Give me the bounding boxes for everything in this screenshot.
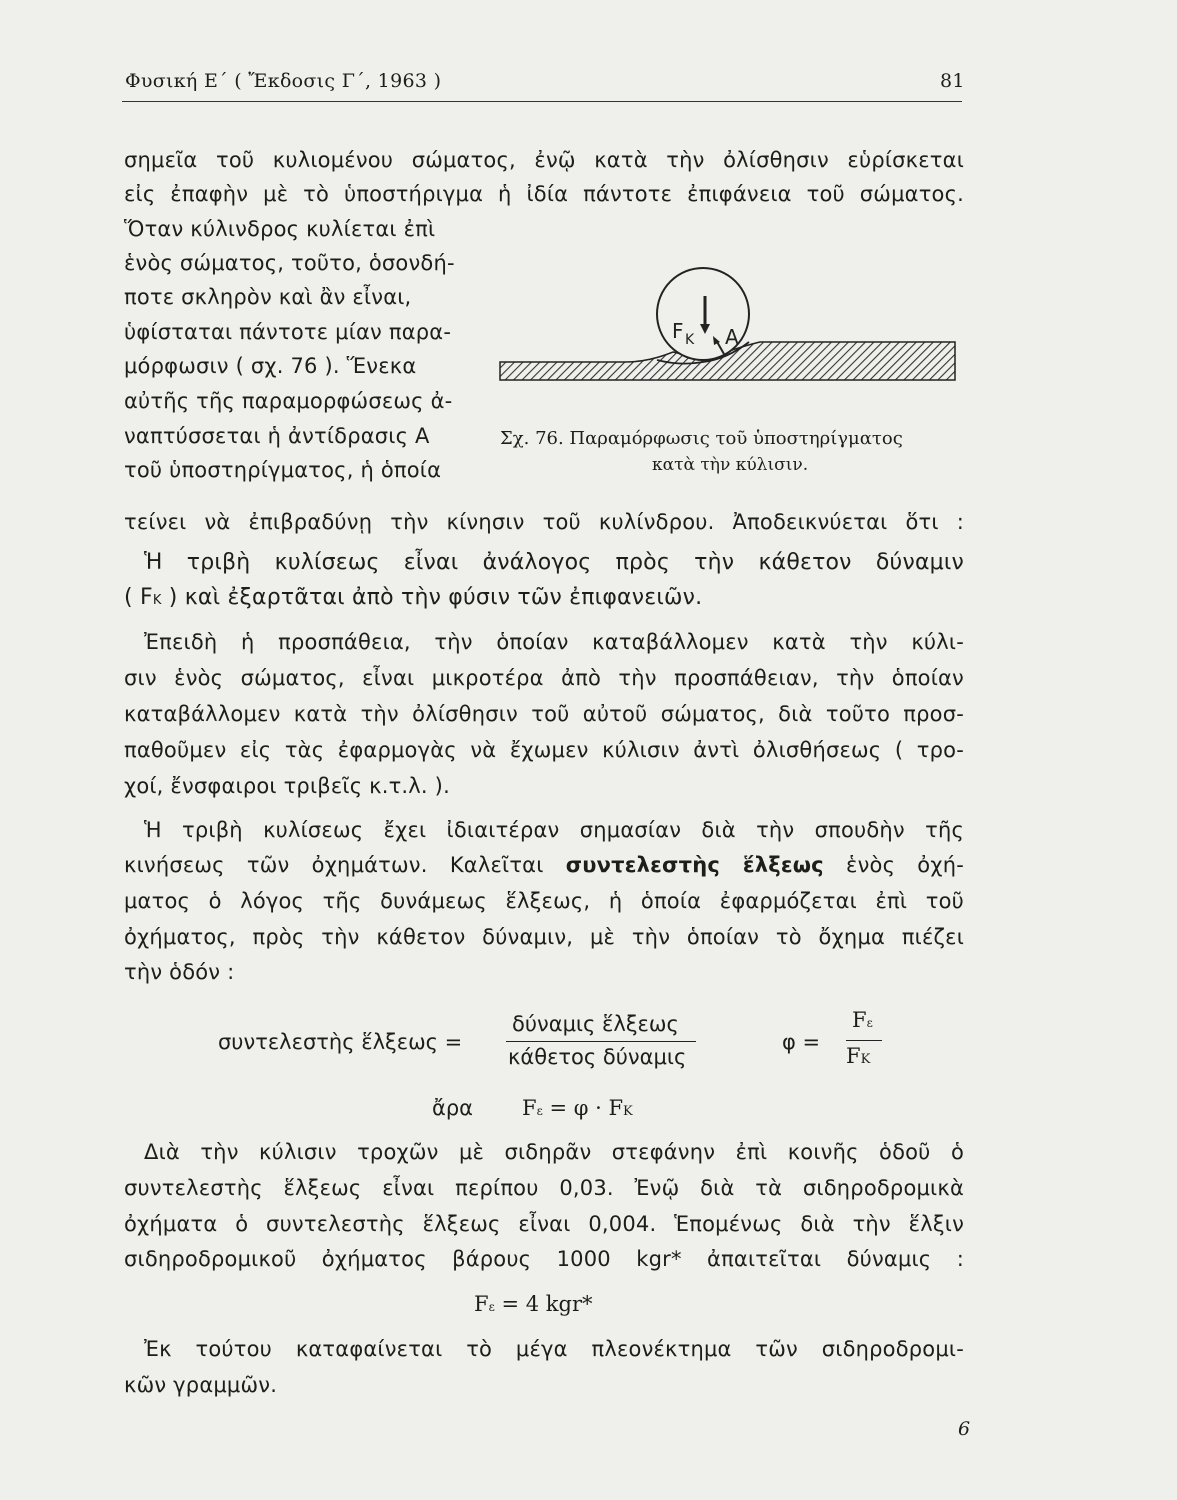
phi-numerator: Fε [852,1008,873,1032]
text-line: ἑνὸς σώματος, τοῦτο, ὁσονδή- [124,251,455,275]
text-line-with-term: κινήσεως τῶν ὀχημάτων. Καλεῖται συντελεστὴς ἕλξεως ἑνὸς ὀχή- [124,853,964,877]
text-line: ὑφίσταται πάντοτε μίαν παρα- [124,320,452,344]
header-rule [122,101,962,102]
page-number: 81 [940,70,965,92]
fraction-bar [506,1041,696,1042]
text-line: ποτε σκληρὸν καὶ ἂν εἶναι, [124,285,412,309]
text-line: μόρφωσιν ( σχ. 76 ). Ἕνεκα [124,354,417,378]
text-line: τὴν ὁδόν : [124,960,235,984]
text-line: Ὅταν κύλινδρος κυλίεται ἐπὶ [124,217,436,241]
figure-caption-continued: κατὰ τὴν κύλισιν. [652,455,809,475]
text-line: συντελεστὴς ἕλξεως εἶναι περίπου 0,03. Ἐνῷ διὰ τὰ σιδηροδρομικὰ [124,1176,964,1200]
signature-mark: 6 [958,1418,971,1440]
force-label: F [672,319,684,343]
text-line: παθοῦμεν εἰς τὰς ἐφαρμογὰς νὰ ἔχωμεν κύλισιν ἀντὶ ὀλισθήσεως ( τρο- [124,738,964,762]
reaction-label: A [725,325,739,349]
text-line: ὀχήματα ὁ συντελεστὴς ἕλξεως εἶναι 0,004. Ἑπομένως διὰ τὴν ἕλξιν [124,1212,964,1236]
defined-term: συντελεστὴς ἕλξεως [565,853,824,877]
formula-numerator: δύναμις ἕλξεως [512,1012,679,1036]
traction-result-formula: Fε = φ · FK [522,1096,633,1120]
law-statement-continued: ( FK ) καὶ ἐξαρτᾶται ἀπὸ τὴν φύσιν τῶν ἐπιφανειῶν. [124,585,703,610]
text-line: σιδηροδρομικοῦ ὀχήματος βάρους 1000 kgr* ἀπαιτεῖται δύναμις : [124,1247,964,1271]
phi-denominator: FK [846,1044,871,1068]
text-line: ναπτύσσεται ἡ ἀντίδρασις Α [124,424,430,448]
text-line: χοί, ἔνσφαιροι τριβεῖς κ.τ.λ. ). [124,774,450,798]
text-line: σημεῖα τοῦ κυλιομένου σώματος, ἐνῷ κατὰ τὴν ὀλίσθησιν εὑρίσκεται [124,148,964,172]
figure-rolling-cylinder [495,262,965,412]
formula-lhs: συντελεστὴς ἕλξεως = [218,1030,463,1054]
text-line: εἰς ἐπαφὴν μὲ τὸ ὑποστήριγμα ἡ ἰδία πάντοτε ἐπιφάνεια τοῦ σώματος. [124,182,964,206]
text-line: Ἐκ τούτου καταφαίνεται τὸ μέγα πλεονέκτημα τῶν σιδηροδρομι- [144,1337,964,1361]
figure-caption: Σχ. 76. Παραμόρφωσις τοῦ ὑποστηρίγματος [500,428,903,449]
phi-fraction-bar [846,1040,882,1041]
text-line: καταβάλλομεν κατὰ τὴν ὀλίσθησιν τοῦ αὐτοῦ σώματος, διὰ τοῦτο προσ- [124,702,964,726]
therefore-word: ἄρα [432,1096,474,1120]
text-line: σιν ἑνὸς σώματος, εἶναι μικροτέρα ἀπὸ τὴν προσπάθειαν, τὴν ὁποίαν [124,666,964,690]
law-statement: Ἡ τριβὴ κυλίσεως εἶναι ἀνάλογος πρὸς τὴν κάθετον δύναμιν [144,550,964,575]
text-line: ὀχήματος, πρὸς τὴν κάθετον δύναμιν, μὲ τὴν ὁποίαν τὸ ὄχημα πιέζει [124,925,964,949]
text-line: τείνει νὰ ἐπιβραδύνῃ τὴν κίνησιν τοῦ κυλίνδρου. Ἀποδεικνύεται ὅτι : [124,510,964,534]
force-label-subscript: K [685,332,695,348]
text-line: ματος ὁ λόγος τῆς δυνάμεως ἕλξεως, ἡ ὁποία ἐφαρμόζεται ἐπὶ τοῦ [124,889,964,913]
text-line: αὐτῆς τῆς παραμορφώσεως ἀ- [124,389,453,413]
text-line: τοῦ ὑποστηρίγματος, ἡ ὁποία [124,458,442,482]
running-header: Φυσική Ε΄ ( Ἔκδοσις Γ΄, 1963 ) [125,70,442,92]
text-line: κῶν γραμμῶν. [124,1373,278,1397]
formula-denominator: κάθετος δύναμις [508,1045,687,1069]
required-force-result: Fε = 4 kgr* [474,1292,593,1316]
text-line: Ἐπειδὴ ἡ προσπάθεια, τὴν ὁποίαν καταβάλλομεν κατὰ τὴν κύλι- [144,630,964,654]
text-line: Διὰ τὴν κύλισιν τροχῶν μὲ σιδηρᾶν στεφάνην ἐπὶ κοινῆς ὁδοῦ ὁ [144,1140,964,1164]
phi-lhs: φ = [782,1030,821,1054]
text-line: Ἡ τριβὴ κυλίσεως ἔχει ἰδιαιτέραν σημασίαν διὰ τὴν σπουδὴν τῆς [144,818,964,842]
